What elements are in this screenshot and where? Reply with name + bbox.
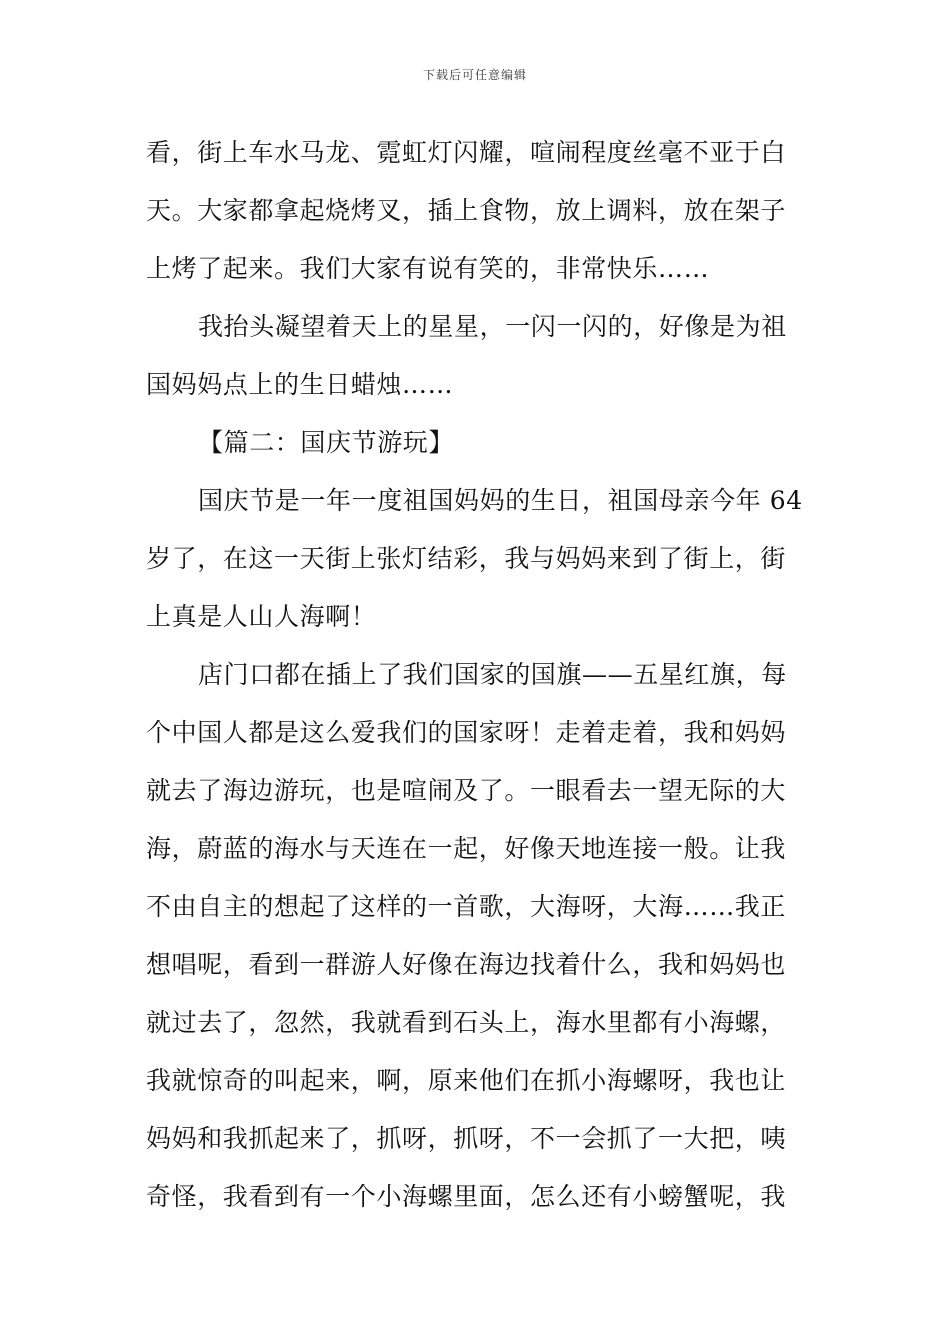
document-body xyxy=(146,124,814,1226)
text-line-18: 妈妈和我抓起来了，抓呀，抓呀，不一会抓了一大把，咦 xyxy=(146,1124,787,1153)
text-line-10: 店门口都在插上了我们国家的国旗——五星红旗，每 xyxy=(198,660,787,689)
text-line-11: 个中国人都是这么爱我们的国家呀！走着走着，我和妈妈 xyxy=(146,718,787,747)
text-line-16: 就过去了，忽然，我就看到石头上，海水里都有小海螺， xyxy=(146,1008,787,1037)
text-line-2: 天。大家都拿起烧烤叉，插上食物，放上调料，放在架子 xyxy=(146,196,787,225)
text-line-14: 不由自主的想起了这样的一首歌，大海呀，大海……我正 xyxy=(146,892,787,921)
text-line-1: 看，街上车水马龙、霓虹灯闪耀，喧闹程度丝毫不亚于白 xyxy=(146,138,787,167)
text-line-12: 就去了海边游玩，也是喧闹及了。一眼看去一望无际的大 xyxy=(146,776,787,805)
page-header: 下载后可任意编辑 xyxy=(422,68,527,82)
text-line-3: 上烤了起来。我们大家有说有笑的，非常快乐…… xyxy=(146,254,710,283)
section-heading: 【篇二：国庆节游玩】 xyxy=(198,428,455,457)
text-line-17: 我就惊奇的叫起来，啊，原来他们在抓小海螺呀，我也让 xyxy=(146,1066,787,1095)
text-line-5: 国妈妈点上的生日蜡烛…… xyxy=(146,370,454,399)
text-line-19: 奇怪，我看到有一个小海螺里面，怎么还有小螃蟹呢，我 xyxy=(146,1182,787,1211)
text-line-13: 海，蔚蓝的海水与天连在一起，好像天地连接一般。让我 xyxy=(146,834,787,863)
text-line-9: 上真是人山人海啊！ xyxy=(146,602,377,631)
text-line-7: 国庆节是一年一度祖国妈妈的生日，祖国母亲今年 64 xyxy=(198,486,803,515)
text-line-15: 想唱呢，看到一群游人好像在海边找着什么，我和妈妈也 xyxy=(146,950,787,979)
text-line-8: 岁了，在这一天街上张灯结彩，我与妈妈来到了街上，街 xyxy=(146,544,787,573)
text-line-4: 我抬头凝望着天上的星星，一闪一闪的，好像是为祖 xyxy=(198,312,787,341)
